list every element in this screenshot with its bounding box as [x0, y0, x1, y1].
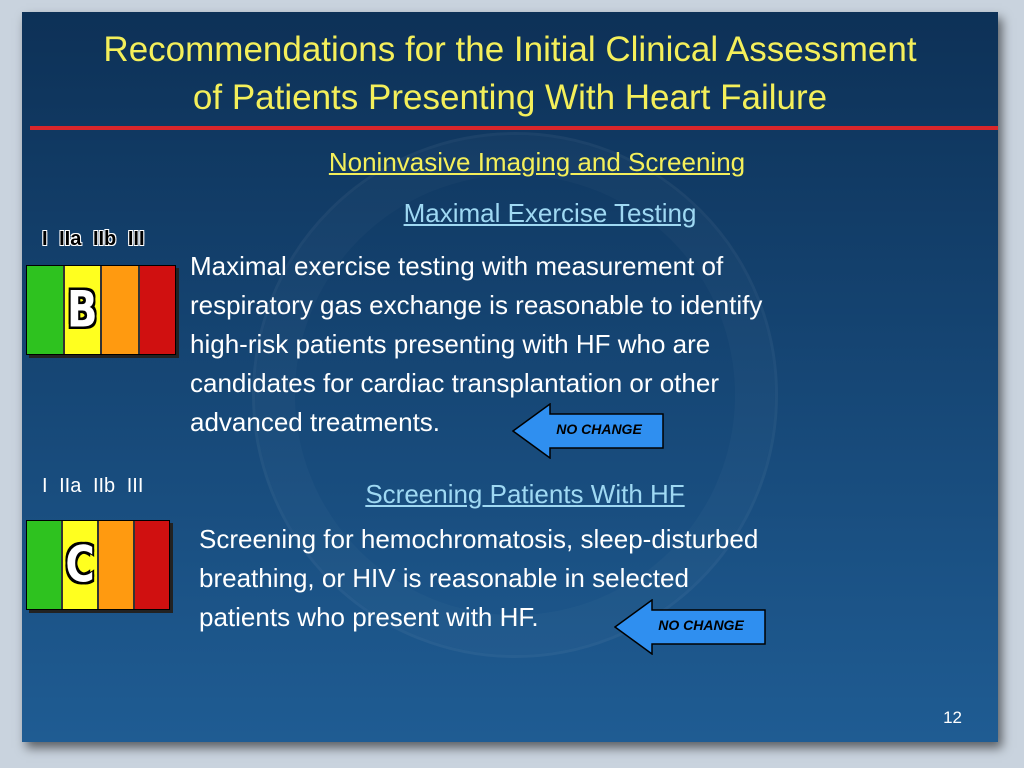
text-line: Screening for hemochromatosis, sleep-disturbed — [199, 524, 759, 554]
class-label-iia: IIa — [59, 475, 82, 497]
text-line: Maximal exercise testing with measurement of — [190, 251, 724, 281]
text-line: candidates for cardiac transplantation or other — [190, 368, 719, 398]
class-iia-segment — [63, 521, 99, 609]
title-line-2: of Patients Presenting With Heart Failure — [192, 78, 828, 117]
badge-label: NO CHANGE — [556, 421, 642, 437]
class-label-iib: IIb — [92, 228, 117, 250]
title-divider — [30, 126, 998, 130]
title-line-1: Recommendations for the Initial Clinical Assessment — [103, 30, 917, 69]
text-line: high-risk patients presenting with HF who are — [190, 329, 711, 359]
subheading-maximal-exercise-testing[interactable]: Maximal Exercise Testing — [403, 198, 697, 228]
text-line: advanced treatments. — [190, 407, 441, 437]
class-label-i: I — [42, 228, 48, 250]
class-iia-segment — [65, 266, 103, 354]
class-i-segment — [27, 521, 63, 609]
badge-label: NO CHANGE — [658, 617, 744, 633]
level-of-evidence-box — [26, 265, 176, 355]
recommendation-text — [199, 520, 889, 637]
slide — [22, 12, 998, 742]
class-i-segment — [27, 266, 65, 354]
class-label-iib: IIb — [92, 475, 116, 497]
no-change-badge — [614, 599, 767, 655]
no-change-badge — [512, 403, 665, 459]
class-header — [42, 228, 151, 251]
class-iii-segment — [140, 266, 176, 354]
class-header — [42, 475, 149, 498]
class-label-iii: III — [127, 228, 145, 250]
level-of-evidence-letter: B — [67, 281, 98, 339]
text-line: respiratory gas exchange is reasonable to identify — [190, 290, 763, 320]
slide-title — [22, 26, 998, 122]
level-of-evidence-letter: C — [65, 536, 95, 594]
section-heading[interactable]: Noninvasive Imaging and Screening — [328, 147, 746, 177]
class-iib-segment — [99, 521, 135, 609]
subheading-screening-patients[interactable]: Screening Patients With HF — [365, 479, 685, 509]
class-iii-segment — [135, 521, 169, 609]
level-of-evidence-box — [26, 520, 170, 610]
text-line: patients who present with HF. — [199, 602, 539, 632]
page-number: 12 — [943, 708, 962, 727]
text-line: breathing, or HIV is reasonable in selected — [199, 563, 689, 593]
class-label-iia: IIa — [59, 228, 82, 250]
class-label-i: I — [42, 475, 48, 497]
class-iib-segment — [102, 266, 140, 354]
class-label-iii: III — [126, 475, 144, 497]
